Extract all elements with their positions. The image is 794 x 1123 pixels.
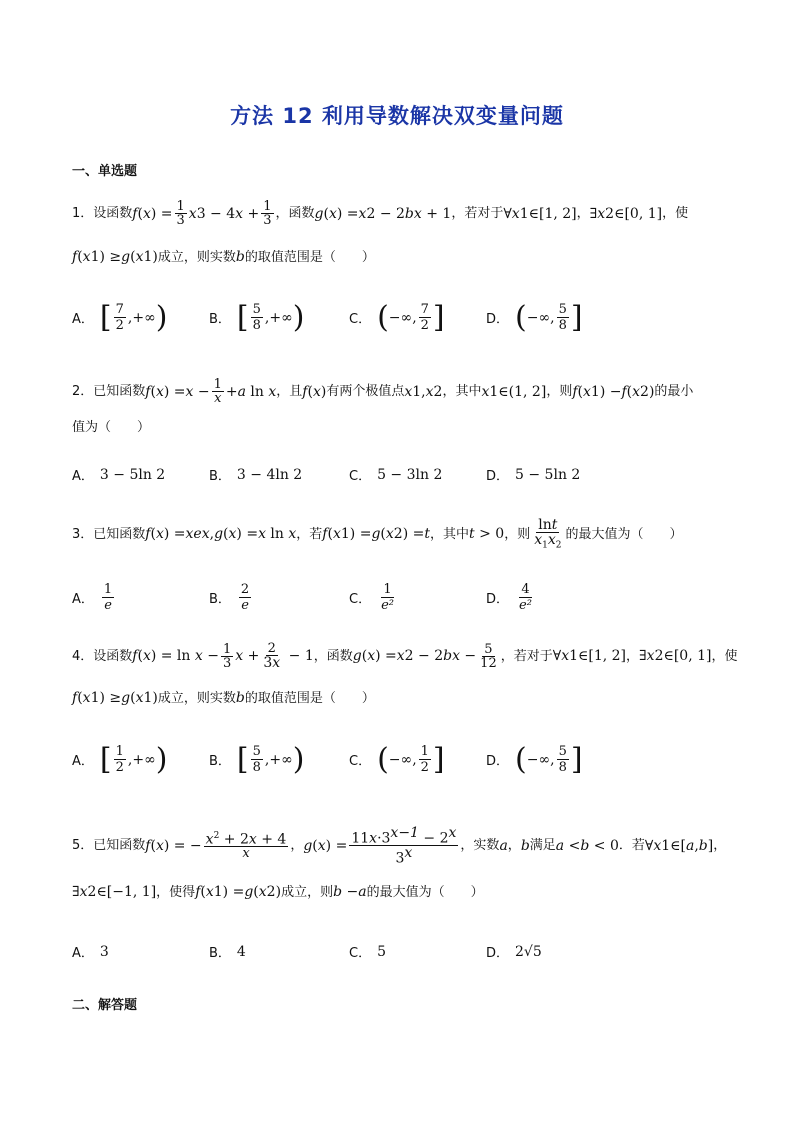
q1-option-d[interactable]: D． ( −∞, $\frac{5}{8}$ ] (486, 299, 583, 335)
q5-option-d[interactable]: D． 2√5 (486, 943, 542, 961)
q1-fx: f (132, 205, 138, 222)
q3-option-a[interactable]: A． $\frac{1}{e}$ (72, 582, 113, 613)
question-5-stem-line2: ∃ x 2 ∈[−1, 1] ，使得 f ( x 1 ) = g ( x 2 ) 成立，则 b − a 的最大值为（ ） (72, 884, 484, 900)
section-single-choice: 一、单选题 (72, 164, 138, 179)
q2-option-c[interactable]: C． 5 − 3ln 2 (349, 466, 443, 484)
q4-option-d[interactable]: D． ( −∞, $\frac{5}{8}$ ] (486, 741, 583, 777)
q1-number: 1．设函数 (72, 206, 133, 221)
q3-option-b[interactable]: B． $\frac{2}{e}$ (209, 582, 250, 613)
q5-option-c[interactable]: C． 5 (349, 943, 386, 961)
q1-frac-1-3: $\frac{1}{3}$ (176, 199, 185, 228)
question-1-stem-line2: f ( x 1 ) ≥ g ( x 1 ) 成立，则实数 b 的取值范围是（ ） (72, 249, 375, 265)
question-1-stem: 1．设函数 f ( x ) = $\frac{1}{3}$ x 3 − 4 x + $\frac{1}{3}$ ，函数 g ( x ) = x 2 − 2 bx + 1 ，若对于 ∀ x 1 ∈[1, 2] ， ∃ x 2 ∈[0, 1] ，使 (72, 199, 689, 228)
q5-option-b[interactable]: B． 4 (209, 943, 246, 961)
q4-option-c[interactable]: C． ( −∞, $\frac{1}{2}$ ] (349, 741, 445, 777)
question-4-stem: 4．设函数 f ( x ) = ln x − $\frac{1}{3}$ x + $\frac{2}{3x}$ − 1 ，函数 g ( x ) = x 2 − 2 bx − $\frac{5}{12}$ ，若对于 ∀ x 1 ∈[1, 2] ， ∃ x 2 ∈[0, 1] ，使 (72, 641, 738, 671)
q1-option-a[interactable]: A． [ $\frac{7}{2}$ ,+∞ ) (72, 299, 168, 335)
question-3-stem: 3．已知函数 f ( x ) = x e x , g ( x ) = x ln x ，若 f ( x 1 ) = g ( x 2 ) = t ，其中 t > 0 ，则 $\frac{\ln t}{x_1x_2}$ 的最大值为（ ） (72, 517, 683, 551)
question-5-stem: 5．已知函数 f ( x ) = − $\frac{x^2 + 2x + 4}{x}$ ， g ( x ) = $\frac{11x\cdot 3^{x-1} - 2^x}{3^x}$ ，实数 a ， b 满足 a < b < 0 ．若 ∀ x 1 ∈[ a , b ] ， (72, 825, 727, 867)
q2-option-a[interactable]: A． 3 − 5ln 2 (72, 466, 166, 484)
q4-option-b[interactable]: B． [ $\frac{5}{8}$ ,+∞ ) (209, 741, 305, 777)
q4-option-a[interactable]: A． [ $\frac{1}{2}$ ,+∞ ) (72, 741, 168, 777)
q2-option-d[interactable]: D． 5 − 5ln 2 (486, 466, 581, 484)
section-answer-questions: 二、解答题 (72, 998, 138, 1013)
page-title: 方法 12 利用导数解决双变量问题 (230, 104, 564, 128)
q1-option-b[interactable]: B． [ $\frac{5}{8}$ ,+∞ ) (209, 299, 305, 335)
q3-option-d[interactable]: D． $\frac{4}{\text{e²}}$ (486, 582, 532, 613)
question-4-stem-line2: f ( x 1 ) ≥ g ( x 1 ) 成立，则实数 b 的取值范围是（ ） (72, 690, 375, 706)
question-2-stem: 2．已知函数 f ( x ) = x − $\frac{1}{x}$ + a ln x ，且 f ( x ) 有两个极值点 x 1 , x 2 ，其中 x 1 ∈(1, 2] ，则 f ( x 1 ) − f ( x 2 ) 的最小 (72, 377, 694, 406)
q3-option-c[interactable]: C． $\frac{1}{\text{e²}}$ (349, 582, 394, 613)
question-2-stem-line2: 值为（ ） (72, 420, 151, 435)
q5-option-a[interactable]: A． 3 (72, 943, 109, 961)
q2-option-b[interactable]: B． 3 − 4ln 2 (209, 466, 303, 484)
q1-option-c[interactable]: C． ( −∞, $\frac{7}{2}$ ] (349, 299, 445, 335)
